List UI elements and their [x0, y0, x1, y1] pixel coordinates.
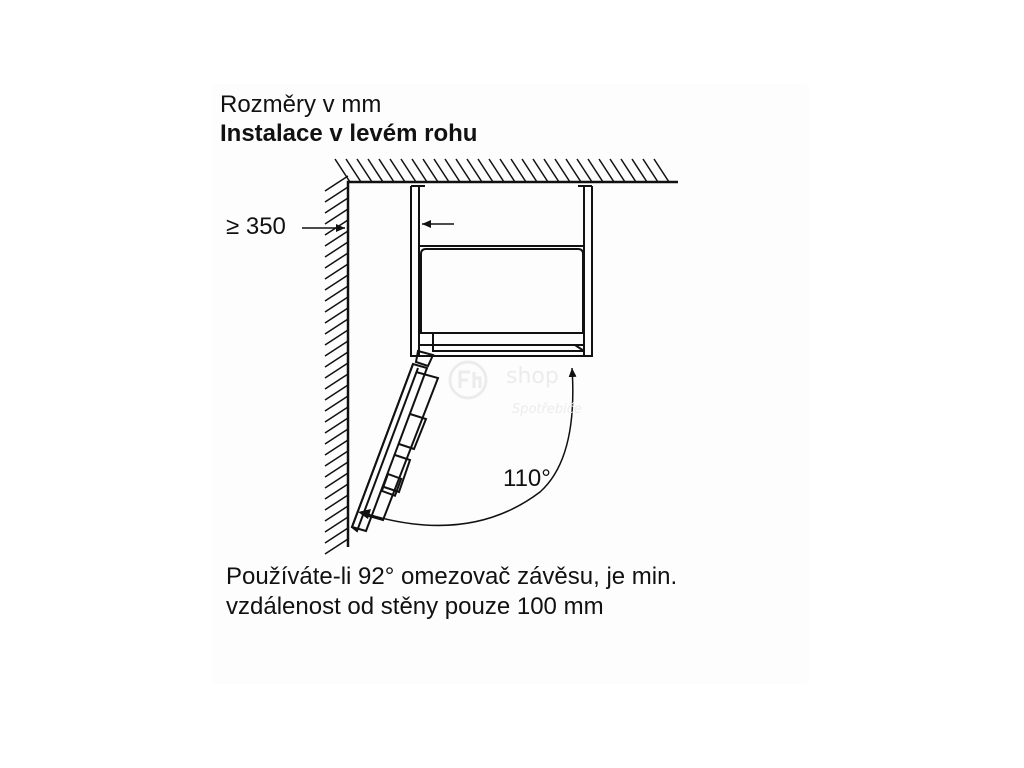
hinge	[416, 351, 433, 366]
open-door	[352, 364, 438, 531]
units-subtitle: Rozměry v mm	[220, 91, 382, 118]
arc-arrowhead-door	[358, 509, 371, 519]
wall-distance-label: ≥ 350	[226, 213, 286, 240]
watermark-subtext: Spotřebiče	[512, 402, 582, 417]
installation-title: Instalace v levém rohu	[220, 120, 478, 147]
hinge-note-line-1: Používáte-li 92° omezovač závěsu, je min.	[226, 563, 678, 590]
appliance-body	[419, 246, 584, 351]
hinge-note-line-2: vzdálenost od stěny pouze 100 mm	[226, 593, 604, 620]
watermark-logo	[450, 362, 486, 398]
cabinet-sides	[411, 186, 592, 356]
watermark-brand: shop	[506, 364, 559, 389]
door-angle-label: 110°	[503, 465, 551, 492]
